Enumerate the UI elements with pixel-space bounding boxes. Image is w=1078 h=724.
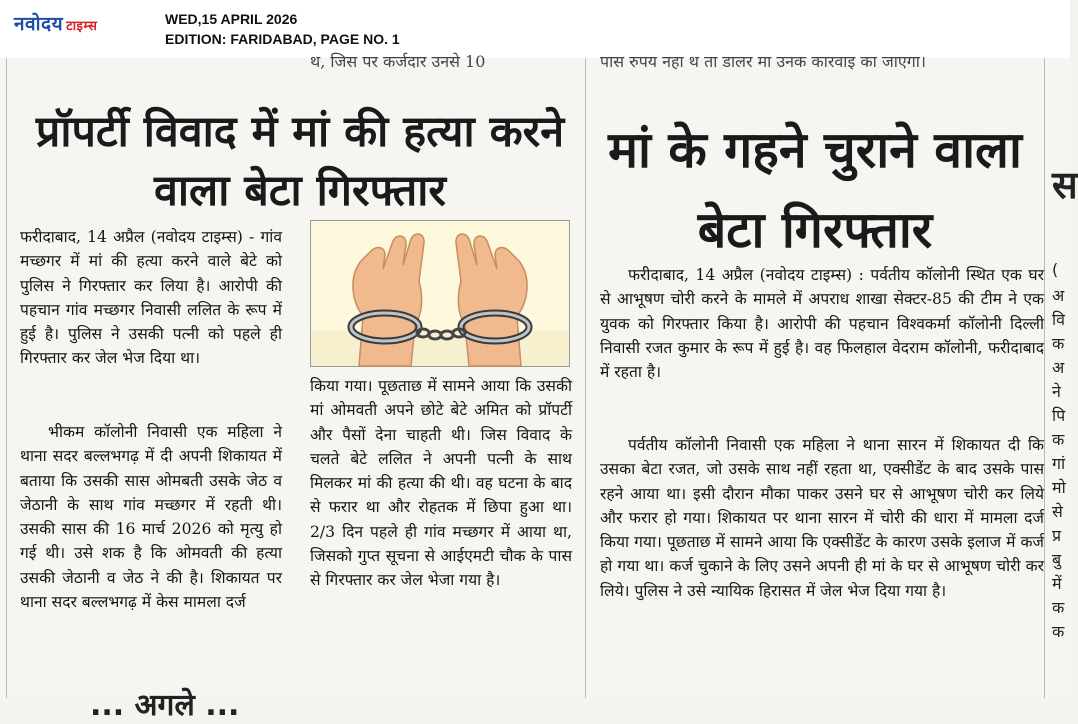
text-fragment: बु [1052,550,1062,569]
edition-page: EDITION: FARIDABAD, PAGE NO. 1 [165,31,400,47]
column-divider [6,58,7,698]
text-fragment: वि [1052,310,1066,329]
handcuffs-illustration-icon [311,221,569,366]
column-divider [1044,58,1045,698]
handcuffs-photo [310,220,570,367]
article1-col1-paragraph2: भीकम कॉलोनी निवासी एक महिला ने थाना सदर बल्लभगढ़ में दी अपनी शिकायत में बताया कि उसकी सास ओमबती उसके जेठ व जेठानी के साथ गांव मच्छगर में रहती थी। उसकी सास की 16 मार्च 2026 को मृत्यु हो गई थी। उसे शक है कि ओमवती की हत्या उसकी जेठानी व जेठ ने की है। शिकायत पर थाना सदर बल्लभगढ़ में केस मामला दर्ज [20,423,282,612]
text-fragment: गां [1052,454,1066,473]
next-article-headline-fragment: स [1052,163,1078,207]
text-fragment: से [1052,502,1063,521]
article1-col2-paragraph: किया गया। पूछताछ में सामने आया कि उसकी मां ओमवती अपने छोटे बेटे अमित को प्रॉपर्टी और पैसों देना चाहती थी। जिस विवाद के चलते बेटे ललित ने अपनी पत्नी के साथ मिलकर मां की हत्या की थी। वह घटना के बाद से फरार था और रोहतक में छिपा हुआ था। 2/3 दिन पहले ही गांव मच्छगर में आया था, जिसको गुप्त सूचना से आईएमटी चौक के पास से गिरफ्तार कर जेल भेजा गया है। [310,377,572,590]
prev-article-bottom-right: पास रुपय नहा थ ता डालर मा उनक कारवाइ का जाएगा। [600,52,926,71]
text-fragment: ( [1052,260,1059,279]
prev-article-bottom-left: थ, जिस पर कर्जदार उनसे 10 [310,52,486,71]
article1-col1-paragraph1: फरीदाबाद, 14 अप्रैल (नवोदय टाइम्स) - गांव मच्छगर में मां की हत्या करने वाले बेटे को पुलिस ने गिरफ्तार कर लिया है। आरोपी की पहचान गांव मच्छगर निवासी ललित के रूप में हुई है। पुलिस ने उसकी पत्नी को पहले ही गिरफ्तार कर जेल भेज दिया था। [20,228,282,368]
text-fragment: प्र [1052,526,1062,545]
article1-headline: प्रॉपर्टी विवाद में मां की हत्या करने वाला बेटा गिरफ्तार [35,107,565,216]
text-fragment: अ [1052,286,1065,305]
edition-info [165,9,400,49]
text-fragment: क [1052,430,1065,449]
newspaper-page [0,52,1078,723]
logo-sub-text: टाइम्स [66,19,98,34]
column-divider [585,58,586,698]
text-fragment: क [1052,598,1065,617]
logo-main-text: नवोदय [14,13,64,35]
text-fragment: क [1052,622,1065,641]
text-fragment: पि [1052,406,1066,425]
article2-paragraph1: फरीदाबाद, 14 अप्रैल (नवोदय टाइम्स) : पर्वतीय कॉलोनी स्थित एक घर से आभूषण चोरी करने के मामले में अपराध शाखा सेक्टर-85 की टीम ने एक युवक को गिरफ्तार किया है। आरोपी की पहचान विश्वकर्मा कॉलोनी दिल्ली निवासी रजत कुमार के रूप में हुई है। वह फिलहाल वेदराम कॉलोनी, फरीदाबाद में रहता है। [600,266,1044,382]
edition-date: WED,15 APRIL 2026 [165,11,298,27]
text-fragment: क [1052,334,1065,353]
article2-paragraph2: पर्वतीय कॉलोनी निवासी एक महिला ने थाना सारन में शिकायत दी कि उसका बेटा रजत, जो उसके साथ नहीं रहता था, एक्सीडेंट के बाद उसके पास रहने आया था। इसी दौरान मौका पाकर उसने घर से आभूषण चोरी कर लिये और फरार हो गया। शिकायत पर थाना सारन में चोरी की धारा में मामला दर्ज किया गया। पूछताछ में सामने आया कि एक्सीडेंट के कारण उसके इलाज में कर्ज हो गया था। कर्ज चुकाने के लिए उसने अपनी ही मां के घर से आभूषण चोरी कर लिये। पुलिस ने उसे न्यायिक हिरासत में जेल भेज दिया गया है। [600,436,1044,600]
text-fragment: ने [1052,382,1061,401]
next-headline-fragment: ... अगले ... [90,688,240,723]
text-fragment: अ [1052,358,1065,377]
text-fragment: मो [1052,478,1066,497]
article2-headline: मां के गहने चुराने वाला बेटा गिरफ्तार [608,121,1022,259]
text-fragment: में [1052,574,1062,593]
newspaper-logo[interactable] [14,10,97,36]
